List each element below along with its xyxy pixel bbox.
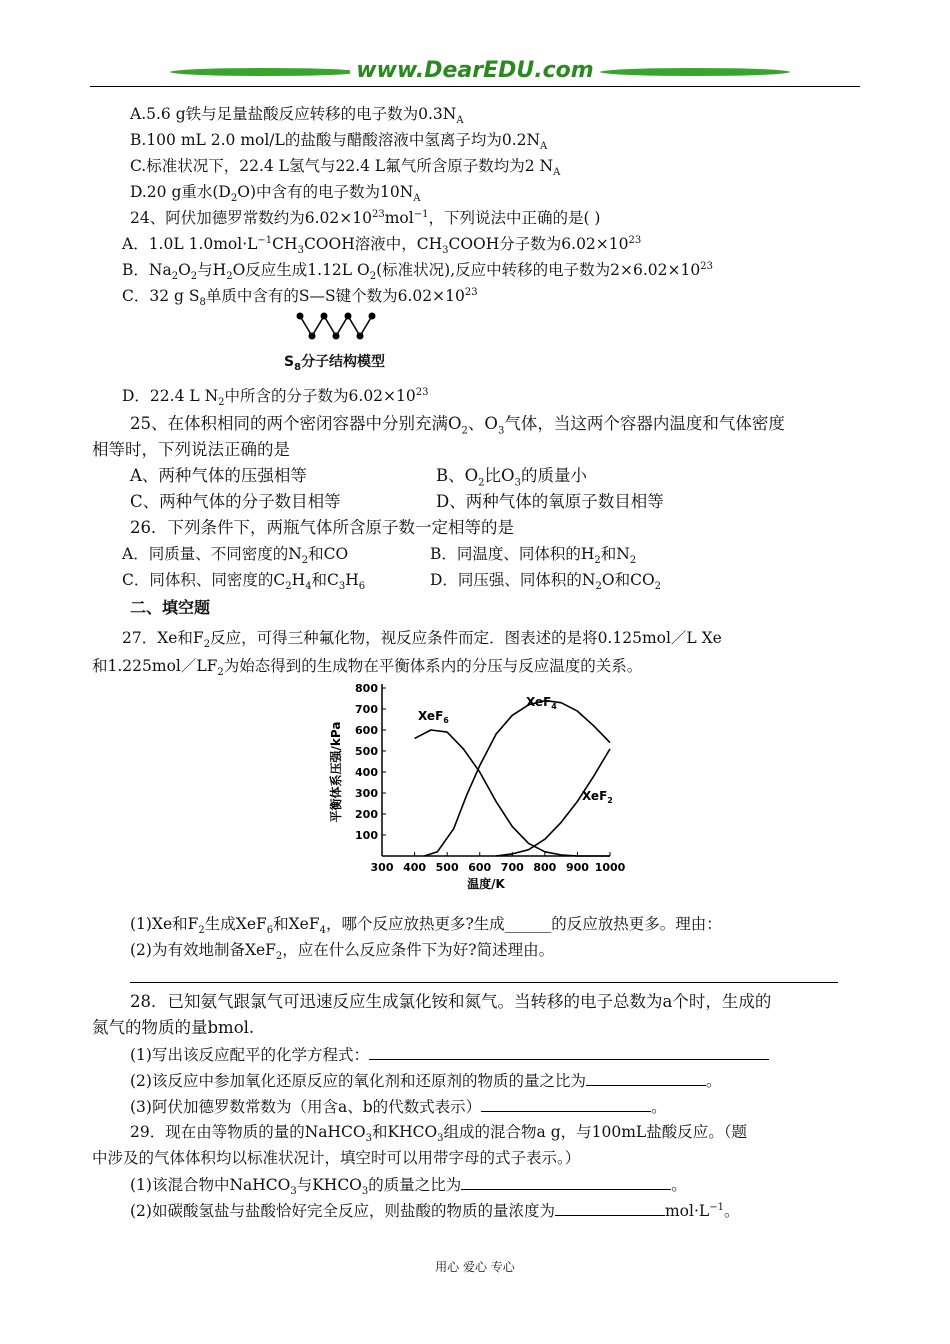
q24-option-a: A．1.0L $1.0mol\cdot L^{-1}CH_3COOH$溶液中，$CH_3COOH$分子数为$6.02\times 10^{23}$ [122, 234, 642, 257]
q28-stem-line2: 氮气的物质的量bmol. [92, 1018, 255, 1037]
chart-ytick-label: 100 [355, 829, 378, 842]
chart-xtick-label: 900 [565, 861, 589, 874]
q28-sub1: (1)写出该反应配平的化学方程式： [130, 1044, 769, 1065]
chart-xtick-label: 600 [468, 861, 492, 874]
q25-option-b: B、$O_2$比$O_3$的质量小 [436, 466, 587, 489]
q25-option-c: C、两种气体的分子数目相等 [130, 492, 341, 511]
chart-ytick-label: 400 [355, 766, 378, 779]
q25-option-d: D、两种气体的氧原子数目相等 [436, 492, 664, 511]
q27-stem-line1: 27．Xe和$F_2$反应，可得三种氟化物，视反应条件而定．图表述的是将0.125mol／L Xe [122, 629, 722, 651]
q24-option-c: C．32 g $S_8$单质中含有的S—S键个数为$6.02\times 10^{23}$ [122, 286, 478, 309]
q26-option-b: B．同温度、同体积的$H_2$和$N_2$ [430, 545, 637, 567]
q26-option-a: A．同质量、不同密度的$N_2$和CO [122, 545, 349, 567]
site-brand: www.DearEDU.com [0, 58, 950, 83]
q26-stem: 26．下列条件下，两瓶气体所含原子数一定相等的是 [130, 518, 514, 537]
q29-sub1-blank[interactable] [461, 1174, 671, 1190]
series-label-xef6: XeF$_6$ [418, 709, 449, 725]
q25-option-a: A、两种气体的压强相等 [130, 466, 307, 485]
q28-sub3: (3)阿伏加德罗数常数为（用含a、b的代数式表示） 。 [130, 1098, 667, 1116]
q29-sub2-blank[interactable] [555, 1200, 665, 1216]
q23-option-d: D.20 g重水$(D_2O)$中含有的电子数为$10N_A$ [130, 183, 421, 205]
q29-stem-line1: 29．现在由等物质的量的NaHCO$_3$和$KHCO_3$组成的混合物a g，与100mL盐酸反应。（题 [130, 1123, 747, 1145]
q25-stem-line2: 相等时，下列说法正确的是 [92, 440, 290, 459]
chart-xtick-label: 700 [500, 861, 524, 874]
q24-option-d: D．22.4 L $N_2$中所含的分子数为$6.02\times 10^{23}$ [122, 386, 429, 409]
chart-xtick-label: 1000 [594, 861, 626, 874]
q26-option-d: D．同压强、同体积的$N_2O$和$CO_2$ [430, 571, 662, 593]
q24-stem: 24、阿伏加德罗常数约为$6.02\times 10^{23}mol^{-1}$，下列说法中正确的是( ) [130, 208, 601, 227]
q27-stem-line2: 和$1.225mol/LF_2$为始态得到的生成物在平衡体系内的分压与反应温度的关系。 [92, 657, 643, 679]
chart-xtick-label: 300 [370, 861, 394, 874]
chart-xtick-label: 800 [533, 861, 557, 874]
q27-sub2: (2)为有效地制备XeF$_2$，应在什么反应条件下为好?简述理由。 [130, 941, 555, 963]
q28-sub1-blank[interactable] [369, 1044, 769, 1060]
series-label-xef2: XeF$_2$ [582, 789, 613, 805]
header-rule [90, 86, 860, 87]
chart-ylabel: 平衡体系压强/kPa [329, 721, 343, 823]
page-footer: 用心 爱心 专心 [435, 1260, 515, 1274]
q27-answer-line[interactable] [130, 982, 838, 983]
q28-stem-line1: 28．已知氨气跟氯气可迅速反应生成氯化铵和氮气。当转移的电子总数为a个时，生成的 [130, 992, 772, 1011]
q28-sub3-blank[interactable] [481, 1096, 651, 1112]
q26-option-c: C．同体积、同密度的$C_2H_4$和$C_3H_6$ [122, 571, 366, 593]
chart-ytick-label: 500 [355, 745, 378, 758]
q24-option-b: B．$Na_2O_2$与$H_2O$反应生成1.12L $O_2$(标准状况),反应中转移的电子数为$2\times 6.02\times 10^{23}$ [122, 260, 713, 283]
chart-xtick-label: 500 [435, 861, 459, 874]
q23-option-b: B.100 mL 2.0 mol/L的盐酸与醋酸溶液中氢离子均为$0.2N_A$ [130, 131, 548, 153]
chart-ytick-label: 800 [355, 682, 378, 695]
q29-stem-line2: 中涉及的气体体积均以标准状况计，填空时可以用带字母的式子表示。） [92, 1149, 581, 1167]
q28-sub2-blank[interactable] [586, 1070, 706, 1086]
q29-sub1: (1)该混合物中NaHCO$_3$与$KHCO_3$的质量之比为 。 [130, 1176, 687, 1198]
chart-ytick-label: 300 [355, 787, 378, 800]
chart-ytick-label: 600 [355, 724, 378, 737]
chart-ytick-label: 200 [355, 808, 378, 821]
q28-sub2: (2)该反应中参加氧化还原反应的氧化剂和还原剂的物质的量之比为 。 [130, 1072, 722, 1090]
q27-sub1: (1)Xe和$F_2$生成XeF$_6$和XeF$_4$，哪个反应放热更多?生成______的反应放热更多。理由： [130, 915, 722, 937]
q23-option-c: C.标准状况下，22.4 L氢气与22.4 L氟气所含原子数均为2 $N_A$ [130, 157, 561, 179]
s8-molecule-model [292, 308, 382, 344]
xef-pressure-chart [320, 676, 630, 891]
chart-xtick-label: 400 [403, 861, 427, 874]
series-line-xef6 [415, 730, 610, 856]
series-label-xef4: XeF$_4$ [526, 695, 557, 711]
q25-stem-line1: 25、在体积相同的两个密闭容器中分别充满$O_2$、$O_3$气体，当这两个容器内温度和气体密度 [130, 414, 785, 437]
s8-model-caption: $S_8$分子结构模型 [284, 354, 386, 373]
q23-option-a: A.5.6 g铁与足量盐酸反应转移的电子数为$0.3N_A$ [130, 105, 464, 127]
chart-xlabel: 温度/K [467, 877, 505, 891]
section-heading: 二、填空题 [130, 598, 211, 617]
q29-sub2: (2)如碳酸氢盐与盐酸恰好完全反应，则盐酸的物质的量浓度为 $mol\cdot L^{-1}$。 [130, 1201, 740, 1220]
chart-ytick-label: 700 [355, 703, 378, 716]
